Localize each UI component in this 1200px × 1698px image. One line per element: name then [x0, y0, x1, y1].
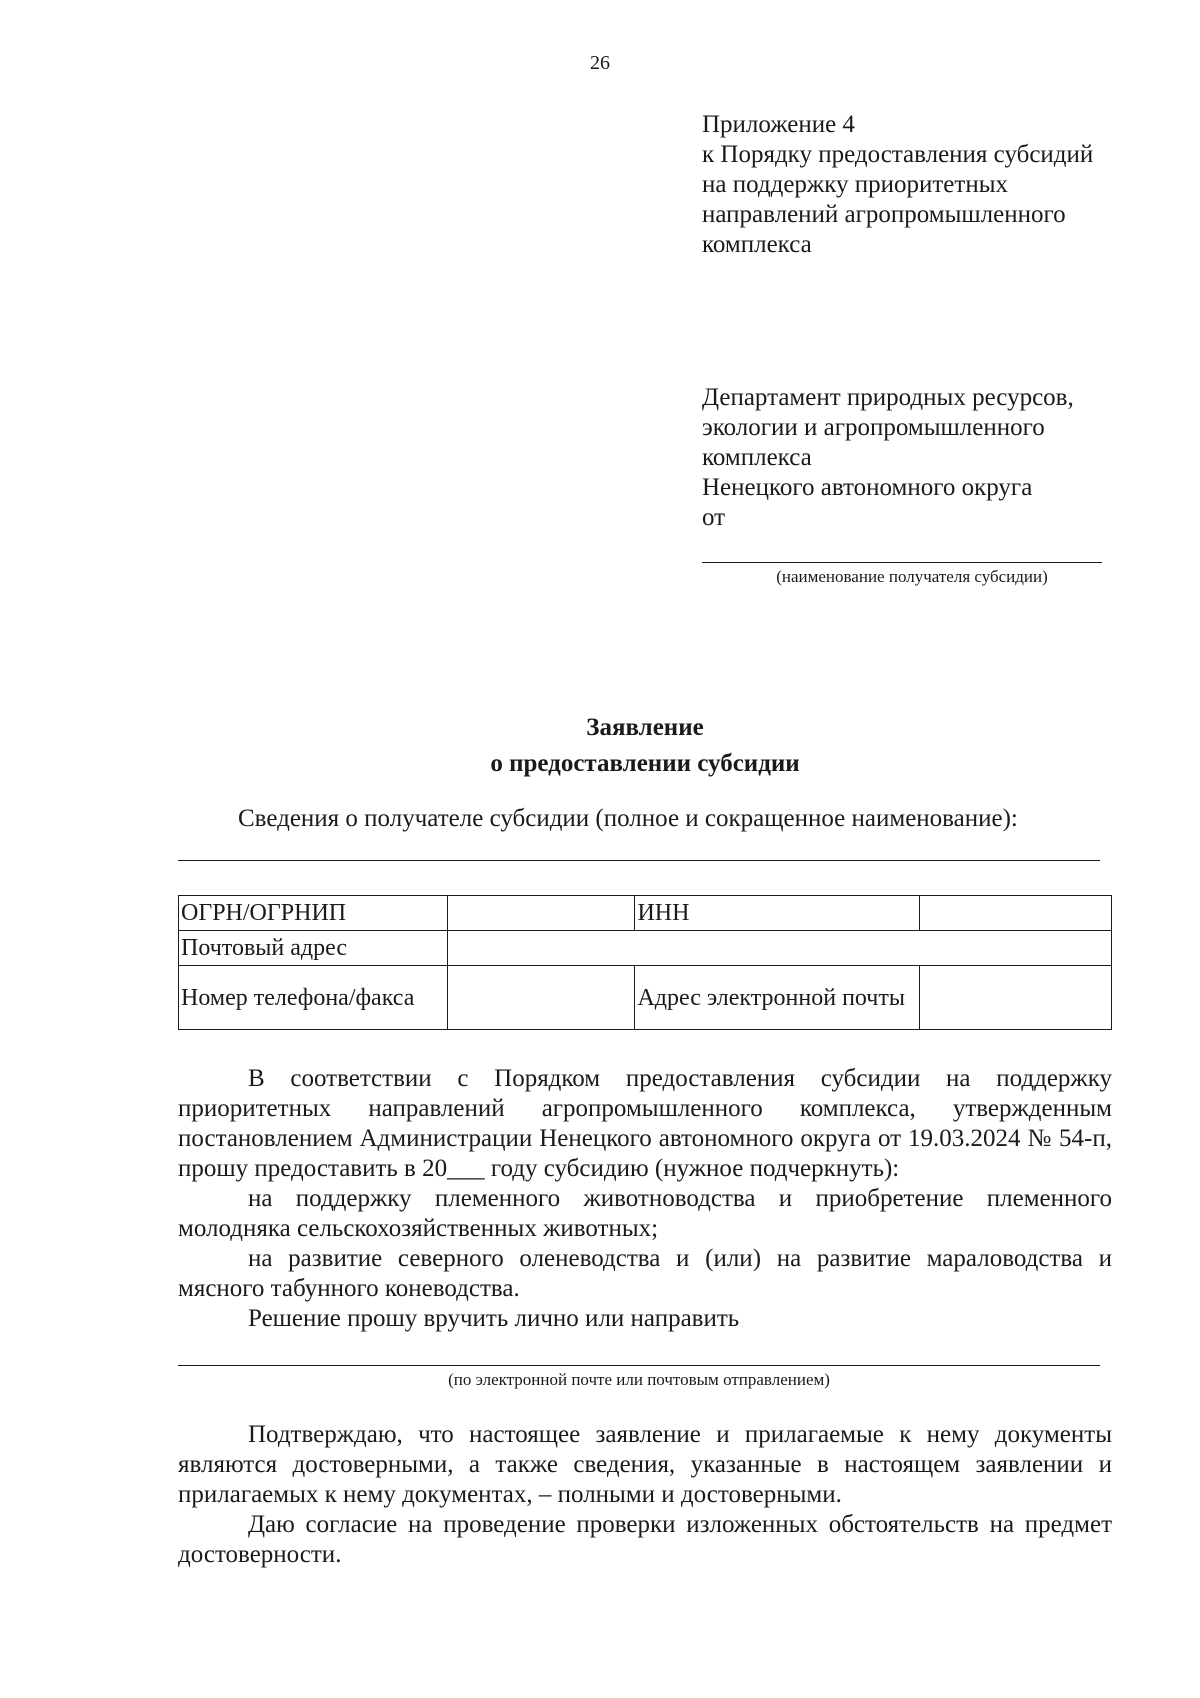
title-line-1: Заявление [586, 714, 704, 741]
appendix-line: Приложение 4 [702, 111, 855, 138]
table-row [179, 931, 1112, 966]
consent-paragraph: Даю согласие на проведение проверки изложенных обстоятельств на предмет достоверности. [178, 1511, 1112, 1568]
addressee-line: экологии и агропромышленного [702, 414, 1045, 441]
recipient-info-heading: Сведения о получателе субсидии (полное и сокращенное наименование): [238, 805, 1018, 832]
phone-fax-value-cell[interactable] [447, 966, 635, 1030]
addressee-line: от [702, 504, 726, 531]
postal-address-value-cell[interactable] [447, 931, 1111, 966]
delivery-method-field[interactable] [178, 1365, 1100, 1366]
subsidy-option-reindeer: на развитие северного оленеводства и (или) на развитие мараловодства и мясного табунного коневодства. [178, 1245, 1112, 1302]
ogrn-value-cell[interactable] [447, 896, 635, 931]
recipient-info-table [178, 895, 1112, 1030]
subsidy-option-breeding: на поддержку племенного животноводства и приобретение племенного молодняка сельскохозяйственных животных; [178, 1185, 1112, 1242]
addressee-line: комплекса [702, 444, 812, 471]
appendix-line: на поддержку приоритетных [702, 171, 1008, 198]
confirmation-paragraph: Подтверждаю, что настоящее заявление и прилагаемые к нему документы являются достоверными, а также сведения, указанные в настоящем заявлении и прилагаемых к нему документах, – полными и достоверными. [178, 1421, 1112, 1508]
title-line-2: о предоставлении субсидии [490, 750, 800, 777]
table-row [179, 896, 1112, 931]
recipient-caption: (наименование получателя субсидии) [776, 567, 1048, 586]
appendix-line: комплекса [702, 231, 812, 258]
delivery-caption: (по электронной почте или почтовым отправлением) [448, 1370, 830, 1389]
request-body [178, 1064, 1112, 1334]
email-label: Адрес электронной почты [635, 966, 920, 1030]
appendix-line: направлений агропромышленного [702, 201, 1066, 228]
ogrn-label: ОГРН/ОГРНИП [179, 896, 448, 931]
email-value-cell[interactable] [920, 966, 1112, 1030]
delivery-paragraph: Решение прошу вручить лично или направить [248, 1305, 740, 1332]
postal-address-label: Почтовый адрес [179, 931, 448, 966]
inn-value-cell[interactable] [920, 896, 1112, 931]
confirmation-block [178, 1420, 1112, 1570]
inn-label: ИНН [635, 896, 920, 931]
addressee-block [702, 383, 1172, 533]
appendix-block [702, 110, 1172, 260]
request-paragraph: В соответствии с Порядком предоставления субсидии на поддержку приоритетных направлений агропромышленного комплекса, утвержденным постановлением Администрации Ненецкого автономного округа от 19.03.2024 № 54-п, прошу предоставить в 20___ году субсидию (нужное подчеркнуть): [178, 1065, 1112, 1182]
addressee-line: Департамент природных ресурсов, [702, 384, 1074, 411]
table-row [179, 966, 1112, 1030]
page-number: 26 [590, 52, 610, 74]
document-title [0, 710, 1200, 782]
appendix-line: к Порядку предоставления субсидий [702, 141, 1094, 168]
addressee-line: Ненецкого автономного округа [702, 474, 1033, 501]
recipient-name-field[interactable] [702, 562, 1102, 563]
phone-fax-label: Номер телефона/факса [179, 966, 448, 1030]
recipient-full-name-field[interactable] [178, 860, 1100, 861]
